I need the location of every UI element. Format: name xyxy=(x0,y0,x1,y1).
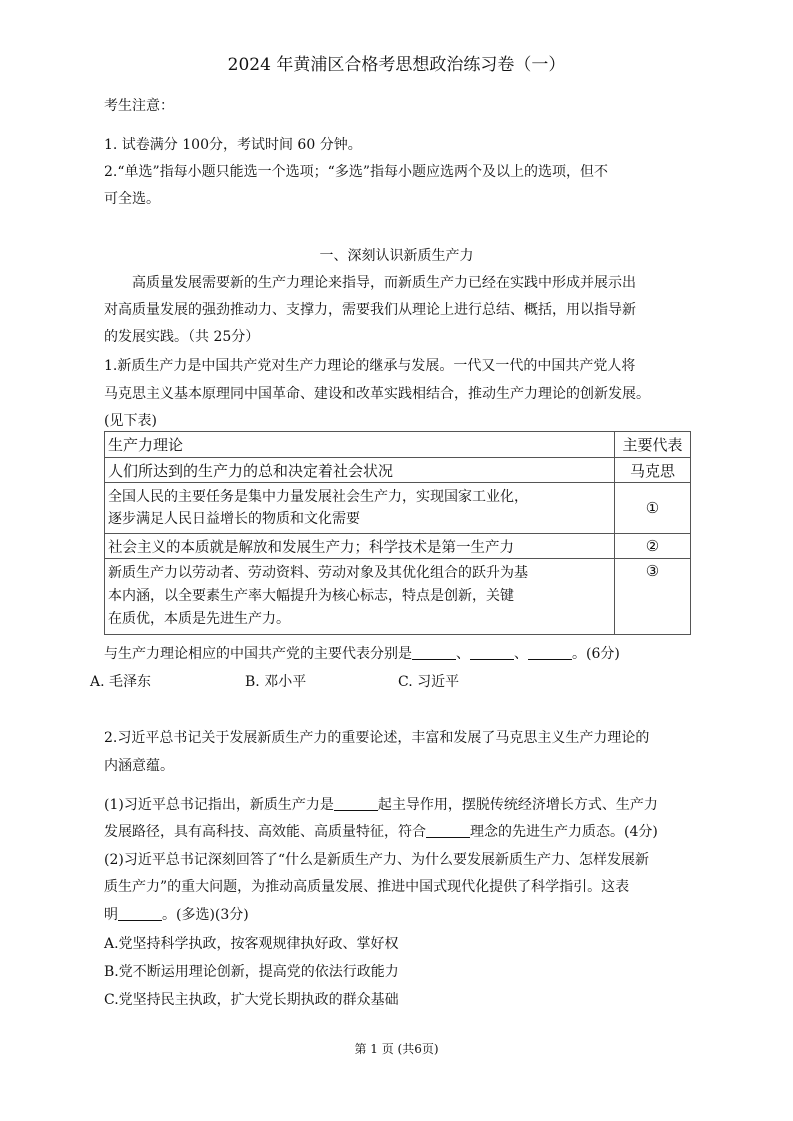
separator: 、 xyxy=(456,646,470,662)
q2-option-b: B.党不断运用理论创新，提高党的依法行政能力 xyxy=(104,964,399,980)
table-row xyxy=(105,458,691,483)
q2-option-c: C.党坚持民主执政，扩大党长期执政的群众基础 xyxy=(104,992,399,1008)
table-header-row xyxy=(105,432,691,458)
notice-heading: 考生注意： xyxy=(104,98,174,114)
answer-blank[interactable] xyxy=(426,823,470,838)
theory-line: 逐步满足人民日益增长的物质和文化需要 xyxy=(108,511,360,527)
q2-sub2-line-2: 质生产力”的重大问题，为推动高质量发展、推进中国式现代化提供了科学指引。这表 xyxy=(104,879,630,895)
q1-option-b: B. 邓小平 xyxy=(245,674,307,690)
q1-question xyxy=(104,644,620,664)
section-intro-line-3: 的发展实践。（共 25分） xyxy=(104,329,260,345)
q2-sub1-text: 发展路径，具有高科技、高效能、高质量特征，符合 xyxy=(104,824,426,840)
q2-sub1-text: 起主导作用，摆脱传统经济增长方式、生产力 xyxy=(377,797,658,813)
answer-blank[interactable] xyxy=(118,906,162,921)
section-intro-line-1: 高质量发展需要新的生产力理论来指导，而新质生产力已经在实践中形成并展示出 xyxy=(132,275,636,291)
answer-blank-3[interactable] xyxy=(528,645,572,660)
q2-sub2-line-3 xyxy=(104,905,249,925)
theory-line: 在质优，本质是先进生产力。 xyxy=(108,611,290,627)
theory-line: 社会主义的本质就是解放和发展生产力；科学技术是第一生产力 xyxy=(108,539,514,556)
q1-option-c: C. 习近平 xyxy=(398,674,460,690)
notice-item-2-line-1: 2.“单选”指每小题只能选一个选项；“多选”指每小题应选两个及以上的选项，但不 xyxy=(104,164,608,180)
q2-sub1-text: 理念的先进生产力质态。(4分) xyxy=(470,824,658,840)
theory-line: 人们所达到的生产力的总和决定着社会状况 xyxy=(108,461,394,480)
table-cell-theory xyxy=(105,458,615,483)
q1-stem-line-2: 马克思主义基本原理同中国革命、建设和改革实践相结合，推动生产力理论的创新发展。 xyxy=(104,386,650,402)
theory-line: 全国人民的主要任务是集中力量发展社会生产力，实现国家工业化， xyxy=(108,489,528,505)
q2-sub2-text: 明 xyxy=(104,907,118,923)
theory-line: 本内涵，以全要素生产率大幅提升为核心标志，特点是创新，关键 xyxy=(108,588,514,604)
notice-item-1: 1. 试卷满分 100分，考试时间 60 分钟。 xyxy=(104,137,362,153)
q2-sub1-text: (1)习近平总书记指出，新质生产力是 xyxy=(104,797,334,813)
page-title: 2024 年黄浦区合格考思想政治练习卷（一） xyxy=(227,55,566,75)
answer-blank-2[interactable] xyxy=(470,645,514,660)
q2-sub1-line-2 xyxy=(104,822,658,842)
table-cell-rep: 马克思 xyxy=(615,458,691,483)
table-cell-theory xyxy=(105,534,615,559)
q2-stem-line-2: 内涵意蕴。 xyxy=(104,758,174,774)
section-heading: 一、深刻认识新质生产力 xyxy=(319,248,474,264)
table-header-rep: 主要代表 xyxy=(615,432,691,458)
table-cell-theory xyxy=(105,483,615,534)
answer-blank-1[interactable] xyxy=(412,645,456,660)
table-cell-rep: ② xyxy=(615,534,691,559)
table-row xyxy=(105,534,691,559)
q1-option-a: A. 毛泽东 xyxy=(90,674,152,690)
q1-table-note: (见下表) xyxy=(104,413,157,429)
theory-line: 新质生产力以劳动者、劳动资料、劳动对象及其优化组合的跃升为基 xyxy=(108,565,528,581)
table-row xyxy=(105,559,691,635)
q2-option-a: A.党坚持科学执政，按客观规律执好政、掌好权 xyxy=(104,936,399,952)
q1-question-suffix: 。(6分) xyxy=(572,646,620,662)
q2-sub2-text: 。(多选)(3分) xyxy=(162,907,249,923)
notice-item-2-line-2: 可全选。 xyxy=(104,191,160,207)
separator: 、 xyxy=(514,646,528,662)
q1-stem-line-1: 1.新质生产力是中国共产党对生产力理论的继承与发展。一代又一代的中国共产党人将 xyxy=(104,358,636,374)
q2-sub1-line-1 xyxy=(104,795,658,815)
answer-blank[interactable] xyxy=(334,796,378,811)
q2-stem-line-1: 2.习近平总书记关于发展新质生产力的重要论述，丰富和发展了马克思主义生产力理论的 xyxy=(104,730,650,746)
theory-table xyxy=(104,431,691,635)
page-footer: 第 1 页 (共6页) xyxy=(354,1042,439,1056)
section-intro-line-2: 对高质量发展的强劲推动力、支撑力，需要我们从理论上进行总结、概括，用以指导新 xyxy=(104,302,636,318)
table-cell-theory xyxy=(105,559,615,635)
table-cell-rep: ③ xyxy=(615,559,691,635)
q2-sub2-line-1: (2)习近平总书记深刻回答了“什么是新质生产力、为什么要发展新质生产力、怎样发展新 xyxy=(104,852,649,868)
table-cell-rep: ① xyxy=(615,483,691,534)
table-header-theory: 生产力理论 xyxy=(105,432,615,458)
q1-question-text: 与生产力理论相应的中国共产党的主要代表分别是 xyxy=(104,646,412,662)
table-row xyxy=(105,483,691,534)
